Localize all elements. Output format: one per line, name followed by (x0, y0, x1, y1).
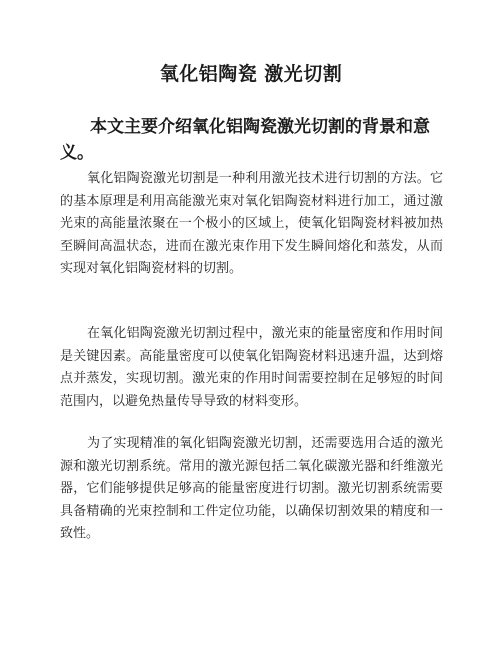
body-paragraph-2: 在氧化铝陶瓷激光切割过程中，激光束的能量密度和作用时间是关键因素。高能量密度可以使氧化铝陶瓷材料迅速升温，达到熔点并蒸发，实现切割。激光束的作用时间需要控制在足够短的时间范围内，以避免热量传导导致的材料变形。 (60, 326, 443, 409)
section-heading: 本文主要介绍氧化铝陶瓷激光切割的背景和意义。 (60, 117, 430, 163)
document-title: 氧化铝陶瓷 激光切割 (159, 63, 343, 85)
body-paragraph-1: 氧化铝陶瓷激光切割是一种利用激光技术进行切割的方法。它的基本原理是利用高能激光束对氧化铝陶瓷材料进行加工，通过激光束的高能量浓聚在一个极小的区域上，使氧化铝陶瓷材料被加热至瞬间高温状态，进而在激光束作用下发生瞬间熔化和蒸发，从而实现对氧化铝陶瓷材料的切割。 (60, 171, 443, 276)
body-paragraph-3: 为了实现精准的氧化铝陶瓷激光切割，还需要选用合适的激光源和激光切割系统。常用的激光源包括二氧化碳激光器和纤维激光器，它们能够提供足够高的能量密度进行切割。激光切割系统需要具备精确的光束控制和工件定位功能，以确保切割效果的精度和一致性。 (60, 436, 443, 541)
